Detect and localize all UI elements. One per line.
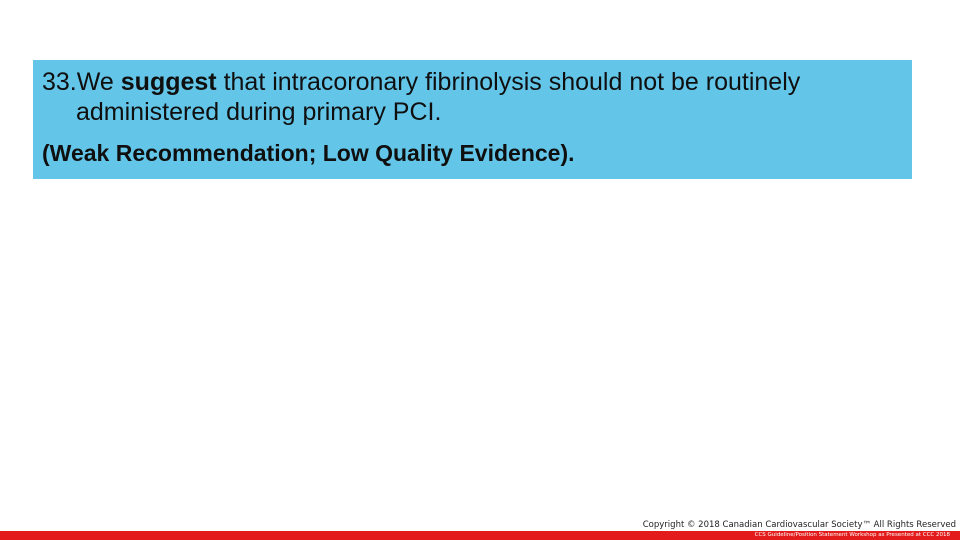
recommendation-text-before: We xyxy=(76,68,121,96)
recommendation-number: 33. xyxy=(42,68,77,96)
recommendation-box xyxy=(33,60,912,179)
recommendation-emphasis: suggest xyxy=(120,68,217,96)
recommendation-text-after: that intracoronary fibrinolysis should not be routinely xyxy=(216,68,801,96)
footer-subtitle: CCS Guideline/Position Statement Workshop as Presented at CCC 2018 xyxy=(754,532,950,538)
recommendation-strength: (Weak Recommendation; Low Quality Evidence). xyxy=(42,140,575,166)
recommendation-continuation: administered during primary PCI. xyxy=(76,98,442,126)
recommendation-line-1 xyxy=(42,67,912,97)
copyright-notice: Copyright © 2018 Canadian Cardiovascular Society™ All Rights Reserved xyxy=(642,520,956,530)
